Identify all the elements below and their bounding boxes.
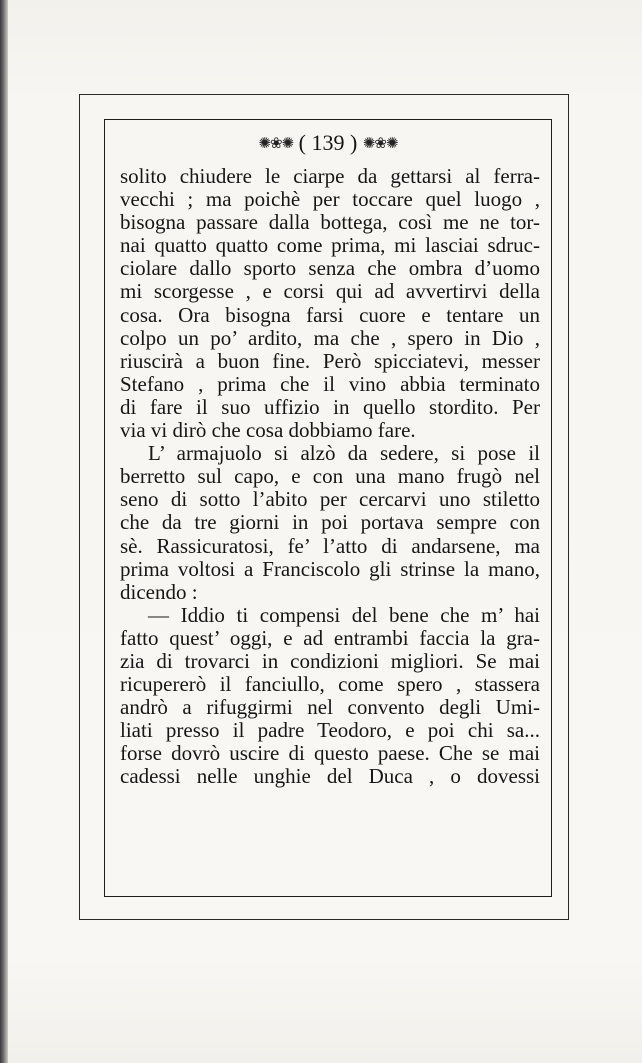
text-line: — Iddio ti compensi del bene che m’ hai — [148, 602, 540, 627]
text-line: L’ armajuolo si alzò da sedere, si pose il — [148, 441, 540, 466]
text-line: mi scorgesse , e corsi qui ad avvertirvi della — [120, 279, 540, 304]
text-line: colpo un po’ ardito, ma che , spero in Dio , — [120, 325, 540, 350]
text-line: solito chiudere le ciarpe da gettarsi al ferra- — [120, 164, 540, 188]
text-line: di fare il suo uffizio in quello stordito. Per — [120, 394, 540, 419]
text-line: Stefano , prima che il vino abbia terminato — [120, 371, 540, 396]
text-line: sè. Rassicuratosi, fe’ l’atto di andarsene, ma — [120, 533, 540, 558]
text-line: nai quatto quatto come prima, mi lasciai sdruc- — [120, 233, 540, 258]
text-line: cosa. Ora bisogna farsi cuore e tentare un — [120, 302, 540, 327]
text-line: andrò a rifuggirmi nel convento degli Umi- — [120, 695, 540, 720]
book-spine-shadow — [0, 0, 8, 1063]
ornament-right: ✺❀✺ — [362, 136, 398, 152]
body-text — [120, 165, 540, 789]
text-line: ricupererò il fanciullo, come spero , stassera — [120, 672, 540, 697]
text-line: cadessi nelle unghie del Duca , o dovessi — [120, 764, 540, 789]
text-line: zia di trovarci in condizioni migliori. Se mai — [120, 648, 540, 673]
text-line: che da tre giorni in poi portava sempre con — [120, 510, 540, 535]
text-line: prima voltosi a Franciscolo gli strinse la mano, — [120, 556, 540, 581]
text-line: forse dovrò uscire di questo paese. Che se mai — [120, 741, 540, 766]
text-line: via vi dirò che cosa dobbiamo fare. — [120, 418, 416, 443]
page-header — [104, 131, 552, 156]
text-line: fatto quest’ oggi, e ad entrambi faccia la gra- — [120, 625, 540, 650]
text-line: berretto sul capo, e con una mano frugò nel — [120, 464, 540, 489]
text-line: dicendo : — [120, 579, 198, 604]
text-line: seno di sotto l’abito per cercarvi uno stiletto — [120, 487, 540, 512]
text-line: liati presso il padre Teodoro, e poi chi sa... — [120, 718, 540, 743]
text-line: riuscirà a buon fine. Però spicciatevi, messer — [120, 348, 540, 373]
text-line: ciolare dallo sporto senza che ombra d’uomo — [120, 256, 540, 281]
ornament-left: ✺❀✺ — [258, 136, 294, 152]
text-line: bisogna passare dalla bottega, così me ne tor- — [120, 210, 540, 235]
page-number: ( 139 ) — [298, 130, 358, 155]
text-line: vecchi ; ma poichè per toccare quel luogo , — [120, 187, 540, 212]
